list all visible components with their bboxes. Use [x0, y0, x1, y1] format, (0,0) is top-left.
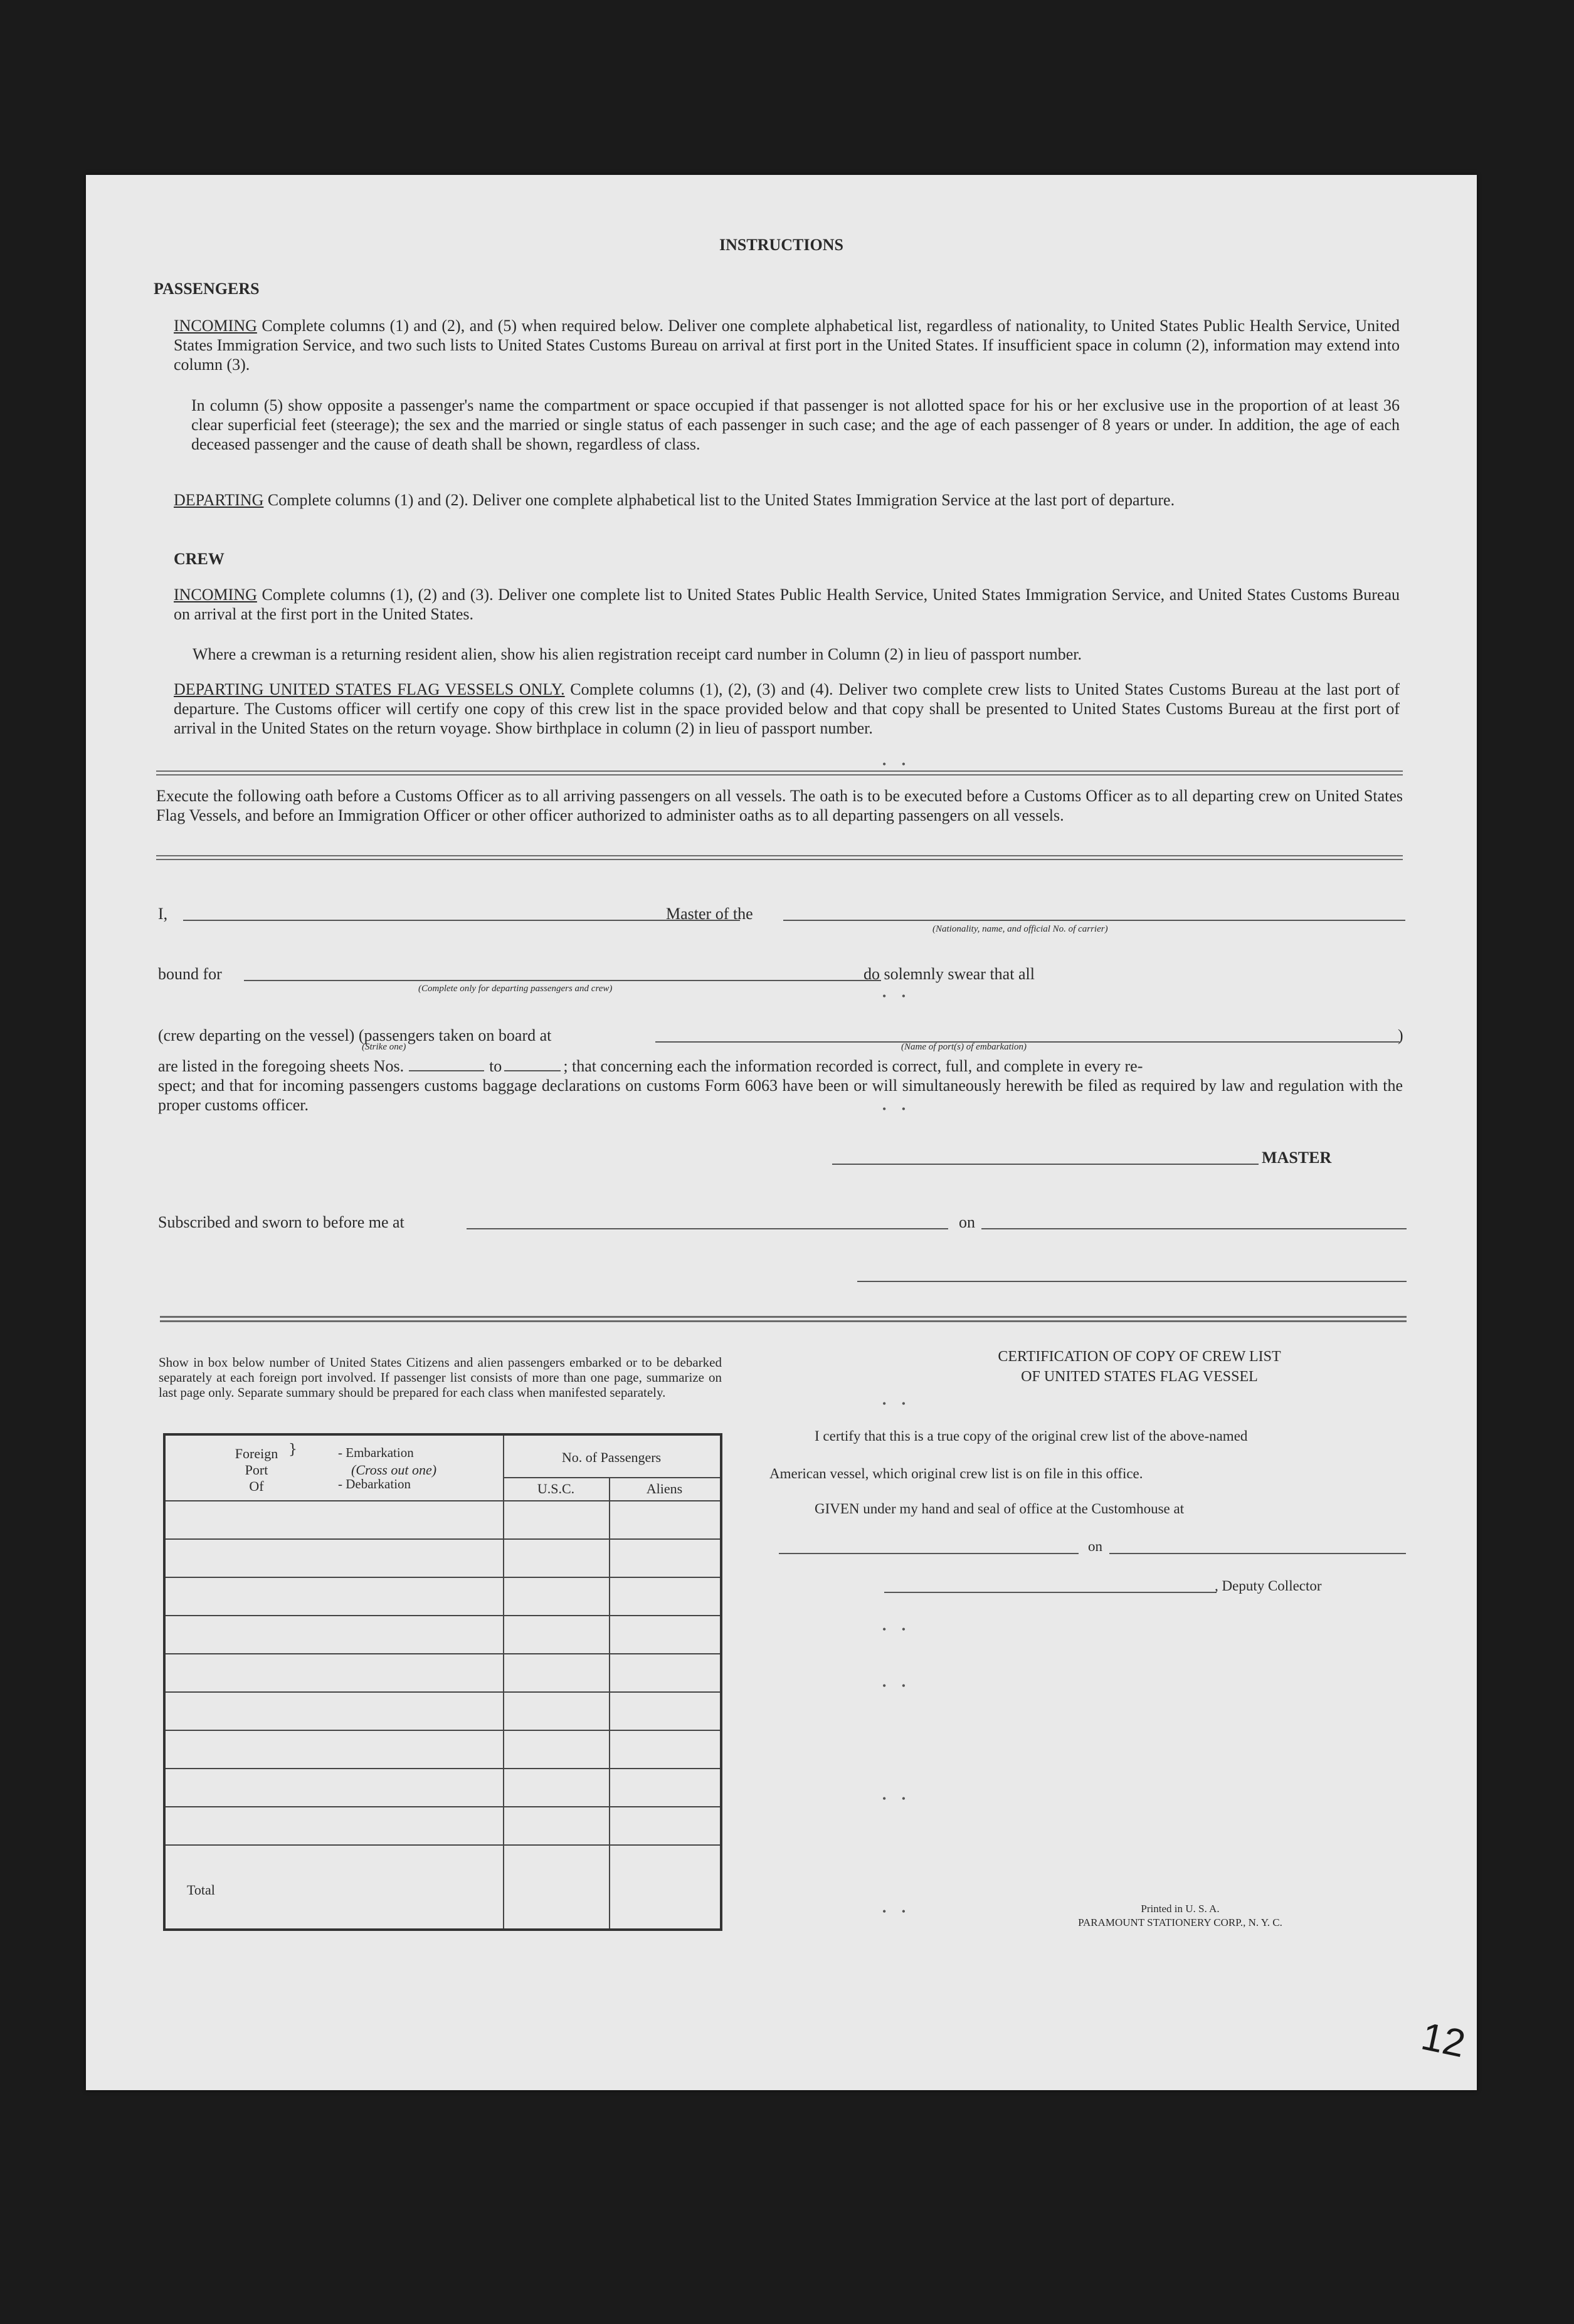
crew-heading: CREW — [174, 550, 224, 568]
table-divider — [166, 1615, 720, 1616]
certification-line-3: GIVEN under my hand and seal of office at the Customhouse at — [815, 1501, 1185, 1517]
listed-text-b: ; that concerning each the information recorded is correct, full, and complete in every re- — [563, 1057, 1143, 1075]
subscribed-label: Subscribed and sworn to before me at — [158, 1213, 404, 1231]
no-of-passengers-header: No. of Passengers — [561, 1449, 662, 1465]
handwritten-page-number: 12 — [1417, 2014, 1469, 2066]
complete-only-caption: (Complete only for departing passengers and crew) — [418, 984, 613, 994]
punch-dots: • • — [882, 1905, 912, 1918]
table-divider — [166, 1844, 720, 1846]
sheet-to-field[interactable] — [504, 1058, 561, 1071]
officer-signature-field[interactable] — [857, 1281, 1407, 1282]
certification-on-label: on — [1088, 1538, 1102, 1554]
foreign-label: Foreign — [235, 1446, 278, 1461]
summary-instruction: Show in box below number of United States Citizens and alien passengers embarked or to be debarked separately at each foreign port involved. If passenger list consists of more than one page, summarize on last page only. Separate summary should be prepared for each class when manifested separately. — [159, 1355, 722, 1400]
printer-name: PARAMOUNT STATIONERY CORP., N. Y. C. — [1078, 1917, 1282, 1928]
crew-departing-text: Complete columns (1), (2), (3) and (4). Deliver two complete crew lists to United States Customs Bureau at the last port of departure. The Customs officer will certify one copy of this crew list in the space provided below and that copy shall be presented to United States Customs Bureau at the first port of arrival in the United States on the return voyage. Show birthplace in column (2) in lieu of passport number. — [174, 680, 1400, 737]
crew-incoming-paragraph — [174, 585, 1400, 624]
table-divider — [166, 1730, 720, 1731]
master-name-field[interactable] — [183, 920, 740, 921]
certification-line-2: American vessel, which original crew list is on file in this office. — [769, 1466, 1143, 1481]
punch-dots: • • — [882, 1397, 912, 1410]
table-divider — [503, 1436, 504, 1928]
section-divider — [156, 855, 1403, 860]
crew-departing-paragraph — [174, 680, 1400, 738]
nationality-caption: (Nationality, name, and official No. of carrier) — [932, 924, 1108, 934]
passengers-incoming-text: Complete columns (1) and (2), and (5) when required below. Deliver one complete alphabetical list, regardless of nationality, to United States Public Health Service, United States Immigration Service, and two such lists to United States Customs Bureau on arrival at first port in the United States. If insufficient space in column (2), information may extend into column (3). — [174, 317, 1400, 374]
listed-text-c: spect; and that for incoming passengers customs baggage declarations on customs Form 6063 have been or will simultaneously herewith be filed as required by law and regulation with the proper customs officer. — [158, 1076, 1403, 1114]
table-divider — [166, 1577, 720, 1578]
deputy-collector-label: , Deputy Collector — [1215, 1578, 1322, 1594]
sworn-date-field[interactable] — [981, 1228, 1407, 1229]
passengers-column5-paragraph: In column (5) show opposite a passenger's name the compartment or space occupied if that passenger is not allotted space for his or her exclusive use in the proportion of at least 36 clear superficial feet (steerage); the sex and the married or single status of each passenger in such case; and the age of each passenger of 8 years or under. In addition, the age of each deceased passenger and the cause of death shall be shown, regardless of class. — [191, 396, 1400, 453]
master-signature-field[interactable] — [832, 1164, 1259, 1165]
foreign-port-of-label — [228, 1446, 285, 1495]
cross-out-one-caption: (Cross out one) — [351, 1462, 437, 1478]
passengers-departing-text: Complete columns (1) and (2). Deliver one complete alphabetical list to the United States Immigration Service at the last port of departure. — [263, 491, 1175, 509]
subscribed-on-label: on — [959, 1213, 975, 1231]
usc-header: U.S.C. — [537, 1481, 575, 1496]
sworn-place-field[interactable] — [467, 1228, 948, 1229]
table-divider — [166, 1653, 720, 1654]
passengers-incoming-paragraph — [174, 316, 1400, 374]
deputy-collector-signature-field[interactable] — [884, 1592, 1217, 1593]
brace-icon: } — [288, 1442, 297, 1458]
passenger-summary-table — [163, 1433, 722, 1931]
table-divider — [166, 1691, 720, 1693]
punch-dots: • • — [882, 1103, 912, 1115]
section-divider — [156, 770, 1403, 776]
bound-for-field[interactable] — [244, 980, 881, 981]
port-of-embarkation-field[interactable] — [655, 1041, 1400, 1043]
crew-alien-paragraph: Where a crewman is a returning resident alien, show his alien registration receipt card number in Column (2) in lieu of passport number. — [193, 645, 1082, 663]
page-title: INSTRUCTIONS — [719, 236, 843, 254]
table-divider — [166, 1500, 720, 1501]
oath-i-label: I, — [158, 905, 168, 923]
certification-line-1: I certify that this is a true copy of the original crew list of the above-named — [815, 1428, 1248, 1444]
bound-for-label: bound for — [158, 965, 222, 983]
of-label: Of — [249, 1478, 264, 1494]
master-label: MASTER — [1262, 1149, 1332, 1167]
customhouse-field[interactable] — [779, 1553, 1079, 1554]
listed-line-a — [158, 1056, 1143, 1076]
crew-departing-text: (crew departing on the vessel) (passengers taken on board at — [158, 1026, 552, 1044]
crew-incoming-text: Complete columns (1), (2) and (3). Deliver one complete list to United States Public Health Service, United States Immigration Service, and United States Customs Bureau on arrival at the first port in the United States. — [174, 586, 1400, 623]
certification-date-field[interactable] — [1109, 1553, 1406, 1554]
listed-to: to — [489, 1057, 502, 1075]
listed-text-a: are listed in the foregoing sheets Nos. — [158, 1057, 404, 1075]
crew-incoming-label: INCOMING — [174, 586, 257, 604]
port-label: Port — [245, 1462, 268, 1478]
master-of-the-label: Master of the — [666, 905, 753, 923]
table-divider — [609, 1477, 610, 1928]
debarkation-label: - Debarkation — [338, 1476, 411, 1491]
passengers-departing-label: DEPARTING — [174, 491, 264, 509]
sheet-from-field[interactable] — [409, 1058, 484, 1071]
punch-dots: • • — [882, 1680, 912, 1692]
punch-dots: • • — [882, 990, 912, 1002]
certification-heading-1: CERTIFICATION OF COPY OF CREW LIST — [998, 1349, 1281, 1365]
table-divider — [503, 1477, 720, 1478]
section-divider — [160, 1316, 1407, 1322]
punch-dots: • • — [882, 1792, 912, 1805]
passengers-heading: PASSENGERS — [154, 280, 260, 298]
aliens-header: Aliens — [646, 1481, 683, 1496]
punch-dots: • • — [882, 758, 912, 770]
passengers-incoming-label: INCOMING — [174, 317, 257, 335]
total-label: Total — [187, 1882, 215, 1898]
table-divider — [166, 1806, 720, 1807]
table-divider — [166, 1538, 720, 1540]
close-paren: ) — [1398, 1026, 1403, 1044]
crew-departing-label: DEPARTING UNITED STATES FLAG VESSELS ONLY. — [174, 680, 565, 698]
carrier-field[interactable] — [783, 920, 1405, 921]
strike-one-caption: (Strike one) — [362, 1042, 406, 1052]
table-divider — [166, 1768, 720, 1769]
document-page — [86, 175, 1477, 2090]
port-caption: (Name of port(s) of embarkation) — [901, 1042, 1027, 1052]
embarkation-label: - Embarkation — [338, 1445, 414, 1460]
punch-dots: • • — [882, 1623, 912, 1636]
oath-instruction-paragraph: Execute the following oath before a Customs Officer as to all arriving passengers on all vessels. The oath is to be executed before a Customs Officer as to all departing crew on United States Flag Vessels, and before an Immigration Officer or other officer authorized to administer oaths as to all departing passengers on all vessels. — [156, 787, 1403, 824]
printed-in-usa: Printed in U. S. A. — [1141, 1903, 1220, 1915]
certification-heading-2: OF UNITED STATES FLAG VESSEL — [1021, 1369, 1258, 1385]
passengers-departing-paragraph — [174, 490, 1400, 510]
swear-text: do solemnly swear that all — [864, 965, 1035, 983]
